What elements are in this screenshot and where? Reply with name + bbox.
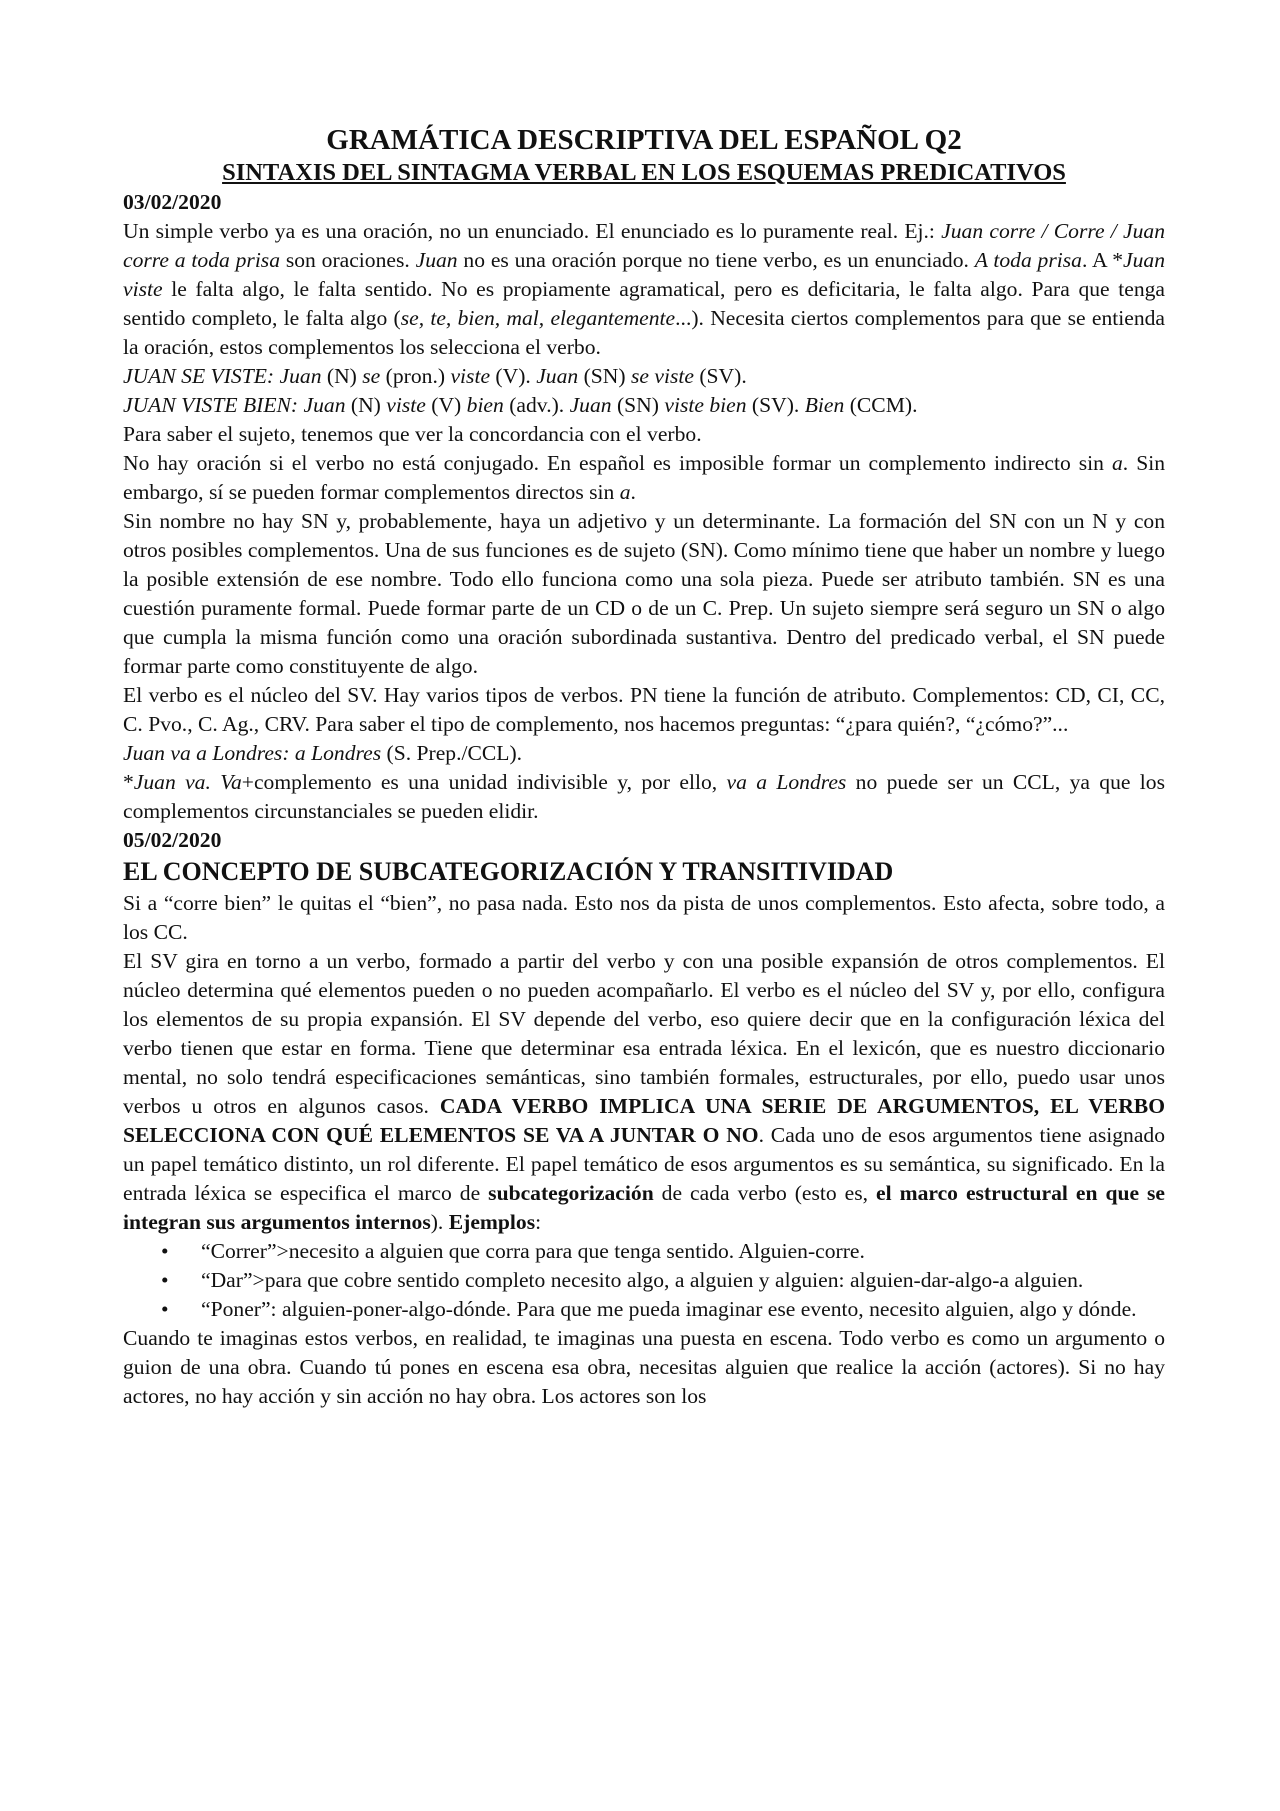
text-run: (N): [345, 393, 387, 417]
example-juan-viste-bien: [123, 391, 1165, 420]
italic-example: Juan va a Londres: a Londres: [123, 741, 382, 765]
italic-example: viste: [450, 364, 491, 388]
italic-example: se viste: [630, 364, 694, 388]
paragraph-oracion-enunciado: [123, 217, 1165, 362]
text-run: (SN): [611, 393, 665, 417]
example-juan-se-viste: [123, 362, 1165, 391]
text-run: (V): [425, 393, 467, 417]
italic-example: JUAN SE VISTE: Juan: [123, 364, 322, 388]
bold-emphasis: el marco estructural en que se integran sus argumentos internos: [123, 1181, 1166, 1234]
text-run: (pron.): [380, 364, 451, 388]
text-run: (SN): [578, 364, 631, 388]
text-run: . A *: [1081, 248, 1124, 272]
paragraph-sv-verbo: [123, 947, 1165, 1237]
italic-example: Bien: [804, 393, 845, 417]
italic-example: se: [362, 364, 381, 388]
text-run: *: [123, 770, 134, 794]
text-run: (S. Prep./CCL).: [381, 741, 523, 765]
paragraph-verbo-conjugado: [123, 449, 1165, 507]
italic-example: Juan: [569, 393, 612, 417]
examples-bullet-list: [123, 1237, 1165, 1324]
text-run: :: [535, 1210, 542, 1234]
italic-example: viste bien: [664, 393, 747, 417]
example-juan-va-a-londres: [123, 739, 1165, 768]
text-run: (SV).: [746, 393, 805, 417]
text-run: . Cada uno de esos argumentos tiene asignado un papel temático distinto, un rol diferente. El papel temático de esos argumentos es su semántica, su significado. En la entrada léxica se especifica el marco de: [123, 1123, 1165, 1205]
italic-example: se, te, bien, mal, elegantemente: [400, 306, 676, 330]
italic-example: Juan: [536, 364, 579, 388]
section-heading-subcategorizacion: EL CONCEPTO DE SUBCATEGORIZACIÓN Y TRANSITIVIDAD: [123, 857, 894, 886]
date-heading-2: 05/02/2020: [123, 828, 222, 852]
italic-example: Juan va. Va: [133, 770, 242, 794]
italic-example: A toda prisa: [974, 248, 1082, 272]
text-run: .: [630, 480, 636, 504]
paragraph-sujeto-concordancia: Para saber el sujeto, tenemos que ver la concordancia con el verbo.: [123, 422, 702, 446]
text-run: (V).: [490, 364, 537, 388]
italic-example: bien: [466, 393, 504, 417]
bold-emphasis: subcategorización: [488, 1181, 654, 1205]
text-run: El SV gira en torno a un verbo, formado a partir del verbo y con una posible expansión de otros complementos. El núcleo determina qué elementos pueden o no pueden acompañarlo. El verbo es el núcleo del SV y, por ello, configura los elementos de su propia expansión. El SV depende del verbo, eso quiere decir que en la configuración léxica del verbo tienen que estar en forma. Tiene que determinar esa entrada léxica. En el lexicón, que es nuestro diccionario mental, no solo tendrá especificaciones semánticas, sino también formales, estructurales, por ello, puedo usar unos verbos u otros en algunos casos.: [123, 949, 1165, 1118]
list-item: • “Correr”>necesito a alguien que corra para que tenga sentido. Alguien-corre.: [201, 1237, 1165, 1266]
text-run: . Sin embargo, sí se pueden formar complementos directos sin: [123, 451, 1166, 504]
italic-example: Juan corre / Corre / Juan corre a toda prisa: [123, 219, 1165, 272]
text-run: (CCM).: [844, 393, 918, 417]
list-item: • “Poner”: alguien-poner-algo-dónde. Para que me pueda imaginar ese evento, necesito alguien, algo y dónde.: [201, 1295, 1165, 1324]
text-run: (adv.).: [503, 393, 570, 417]
paragraph-nucleo-sv: El verbo es el núcleo del SV. Hay varios tipos de verbos. PN tiene la función de atributo. Complementos: CD, CI, CC, C. Pvo., C. Ag., CRV. Para saber el tipo de complemento, nos hacemos preguntas: “¿para quién?, “¿cómo?”...: [123, 683, 1165, 736]
document-page: [123, 122, 1165, 1411]
text-run: no es una oración porque no tiene verbo, es un enunciado.: [457, 248, 975, 272]
text-run: de cada verbo (esto es,: [653, 1181, 877, 1205]
bold-emphasis: CADA VERBO IMPLICA UNA SERIE DE ARGUMENTOS, EL VERBO SELECCIONA CON QUÉ ELEMENTOS SE VA A JUNTAR O NO: [123, 1094, 1166, 1147]
text-run: No hay oración si el verbo no está conjugado. En español es imposible formar un complemento indirecto sin: [123, 451, 1112, 475]
italic-example: a: [1112, 451, 1123, 475]
document-title: GRAMÁTICA DESCRIPTIVA DEL ESPAÑOL Q2: [326, 124, 962, 156]
italic-example: va a Londres: [726, 770, 847, 794]
text-run: (SV).: [693, 364, 747, 388]
italic-example: Juan viste: [123, 248, 1165, 301]
document-subtitle: SINTAXIS DEL SINTAGMA VERBAL EN LOS ESQUEMAS PREDICATIVOS: [222, 159, 1066, 186]
text-run: Un simple verbo ya es una oración, no un enunciado. El enunciado es lo puramente real. Ej.:: [123, 219, 942, 243]
text-run: son oraciones.: [280, 248, 416, 272]
text-run: ...). Necesita ciertos complementos para que se entienda la oración, estos complementos los selecciona el verbo.: [123, 306, 1165, 359]
italic-example: Juan: [415, 248, 458, 272]
paragraph-juan-va: [123, 768, 1165, 826]
bold-emphasis: Ejemplos: [448, 1210, 536, 1234]
text-run: ).: [430, 1210, 449, 1234]
paragraph-sintagma-nominal: Sin nombre no hay SN y, probablemente, haya un adjetivo y un determinante. La formación del SN con un N y con otros posibles complementos. Una de sus funciones es de sujeto (SN). Como mínimo tiene que haber un nombre y luego la posible extensión de ese nombre. Todo ello funciona como una sola pieza. Puede ser atributo también. SN es una cuestión puramente formal. Puede formar parte de un CD o de un C. Prep. Un sujeto siempre será seguro un SN o algo que cumpla la misma función como una oración subordinada sustantiva. Dentro del predicado verbal, el SN puede formar parte como constituyente de algo.: [123, 509, 1165, 678]
italic-example: viste: [386, 393, 426, 417]
italic-example: JUAN VISTE BIEN: Juan: [123, 393, 346, 417]
list-item: • “Dar”>para que cobre sentido completo necesito algo, a alguien y alguien: alguien-dar-algo-a alguien.: [201, 1266, 1165, 1295]
text-run: le falta algo, le falta sentido. No es propiamente agramatical, pero es deficitaria, le falta algo. Para que tenga sentido completo, le falta algo (: [123, 277, 1165, 330]
italic-example: a: [619, 480, 631, 504]
paragraph-corre-bien: Si a “corre bien” le quitas el “bien”, no pasa nada. Esto nos da pista de unos complementos. Esto afecta, sobre todo, a los CC.: [123, 891, 1165, 944]
text-run: no puede ser un CCL, ya que los complementos circunstanciales se pueden elidir.: [123, 770, 1165, 823]
text-run: +complemento es una unidad indivisible y, por ello,: [241, 770, 727, 794]
text-run: (N): [321, 364, 363, 388]
date-heading-1: 03/02/2020: [123, 190, 222, 214]
paragraph-puesta-en-escena: Cuando te imaginas estos verbos, en realidad, te imaginas una puesta en escena. Todo verbo es como un argumento o guion de una obra. Cuando tú pones en escena esa obra, necesitas alguien que realice la acción (actores). Si no hay actores, no hay acción y sin acción no hay obra. Los actores son los: [123, 1326, 1165, 1408]
